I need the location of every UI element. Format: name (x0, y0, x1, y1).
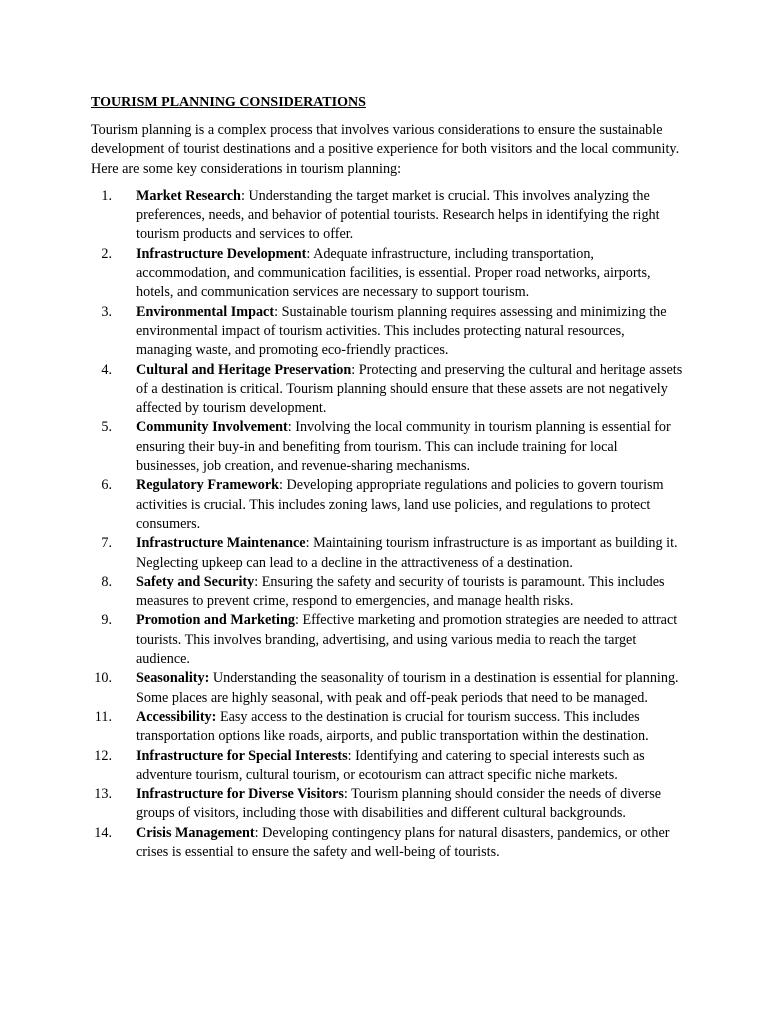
list-item-term: Infrastructure Maintenance (136, 535, 306, 552)
list-item (91, 785, 683, 824)
list-item-separator: : (347, 747, 352, 764)
list-item (91, 361, 683, 419)
list-item-term: Infrastructure Development (136, 245, 307, 262)
list-item-separator: : (279, 477, 283, 494)
list-item-term: Promotion and Marketing (136, 612, 295, 629)
list-item-number: 8. (101, 573, 112, 590)
list-item-text: Involving the local community in tourism planning is essential for ensuring their buy-in and benefiting from tourism. This can include training for local businesses, job creation, and revenue-sharing mechanisms. (136, 419, 671, 475)
list-item-separator: : (343, 786, 348, 803)
list-item-number: 3. (101, 303, 112, 320)
list-item (91, 611, 683, 669)
list-item-term: Regulatory Framework (136, 477, 280, 494)
list-item-term: Market Research (136, 187, 241, 204)
list-item-text: Sustainable tourism planning requires assessing and minimizing the environmental impact of tourism activities. This includes protecting natural resources, managing waste, and promoting eco-friendly practices. (136, 303, 667, 359)
list-item-number: 10. (94, 670, 112, 687)
list-item-text: Effective marketing and promotion strategies are needed to attract tourists. This involves branding, advertising, and using various media to reach the target audience. (136, 612, 678, 668)
list-item-number: 7. (101, 535, 112, 552)
list-item-term: Seasonality: (136, 670, 210, 687)
list-item-text: Easy access to the destination is crucial for tourism success. This includes transportation options like roads, airports, and public transportation within the destination. (136, 708, 649, 745)
list-item-number: 4. (101, 361, 112, 378)
list-item-number: 5. (101, 419, 112, 436)
list-item (91, 708, 683, 747)
list-item (91, 824, 683, 863)
intro-paragraph: Tourism planning is a complex process that involves various considerations to ensure the sustainable development of tourist destinations and a positive experience for both visitors and the local community. Here are some key considerations in tourism planning: (91, 122, 680, 177)
list-item (91, 187, 683, 245)
document-page (91, 93, 683, 862)
list-item-term: Crisis Management (136, 824, 255, 841)
list-item-text: Developing contingency plans for natural disasters, pandemics, or other crises is essential to ensure the safety and well-being of tourists. (136, 824, 670, 860)
list-item-number: 14. (94, 824, 112, 841)
list-item-separator: : (306, 245, 311, 262)
list-item-text: Ensuring the safety and security of tourists is paramount. This includes measures to prevent crime, respond to emergencies, and manage health risks. (136, 573, 665, 610)
list-item-term: Community Involvement (136, 419, 288, 436)
list-item-text: Maintaining tourism infrastructure is as important as building it. Neglecting upkeep can lead to a decline in the attractiveness of a destination. (136, 535, 678, 571)
list-item-text: Identifying and catering to special interests such as adventure tourism, cultural tourism, or ecotourism can attract specific niche markets. (136, 747, 645, 783)
list-item-separator: : (240, 187, 245, 204)
list-item-number: 2. (101, 245, 112, 262)
list-item (91, 476, 683, 534)
list-item-term: Environmental Impact (136, 303, 275, 320)
list-item (91, 573, 683, 612)
list-item (91, 245, 683, 303)
considerations-list (91, 187, 683, 862)
list-item (91, 418, 683, 476)
list-item-number: 1. (101, 187, 112, 204)
list-item-term: Infrastructure for Special Interests (136, 747, 348, 764)
list-item-separator: : (294, 612, 299, 629)
list-item-number: 11. (94, 708, 112, 725)
list-item-term: Safety and Security (136, 573, 255, 590)
list-item-text: Adequate infrastructure, including transportation, accommodation, and communication facilities, is essential. Proper road networks, airports, hotels, and communication services are necessary to support tourism. (136, 245, 651, 301)
list-item-text: Developing appropriate regulations and policies to govern tourism activities is crucial. This includes zoning laws, land use policies, and regulations to protect consumers. (136, 477, 664, 532)
list-item-separator: : (254, 824, 259, 841)
list-item (91, 534, 683, 573)
list-item-term: Cultural and Heritage Preservation (136, 361, 352, 378)
list-item (91, 669, 683, 708)
list-item-separator: : (351, 361, 356, 378)
list-item-text: Tourism planning should consider the needs of diverse groups of visitors, including those with disabilities and different cultural backgrounds. (136, 786, 662, 822)
list-item-text: Understanding the target market is crucial. This involves analyzing the preferences, needs, and behavior of potential tourists. Research helps in identifying the right tourism products and services to offer. (136, 187, 660, 243)
list-item-number: 12. (94, 747, 112, 764)
list-item-number: 9. (101, 612, 112, 629)
list-item-text: Understanding the seasonality of tourism in a destination is essential for planning. Some places are highly seasonal, with peak and off-peak periods that need to be managed. (136, 670, 679, 706)
list-item (91, 747, 683, 786)
list-item-separator: : (287, 419, 292, 436)
list-item-term: Accessibility: (136, 708, 217, 725)
list-item (91, 303, 683, 361)
list-item-number: 6. (101, 477, 112, 494)
document-title: TOURISM PLANNING CONSIDERATIONS (91, 95, 366, 110)
list-item-text: Protecting and preserving the cultural and heritage assets of a destination is critical. Tourism planning should ensure that these assets are not negatively affected by tourism development. (136, 361, 683, 417)
list-item-number: 13. (94, 786, 112, 803)
list-item-separator: : (254, 573, 259, 590)
list-item-separator: : (305, 535, 310, 552)
list-item-separator: : (274, 303, 279, 320)
list-item-term: Infrastructure for Diverse Visitors (136, 786, 344, 803)
